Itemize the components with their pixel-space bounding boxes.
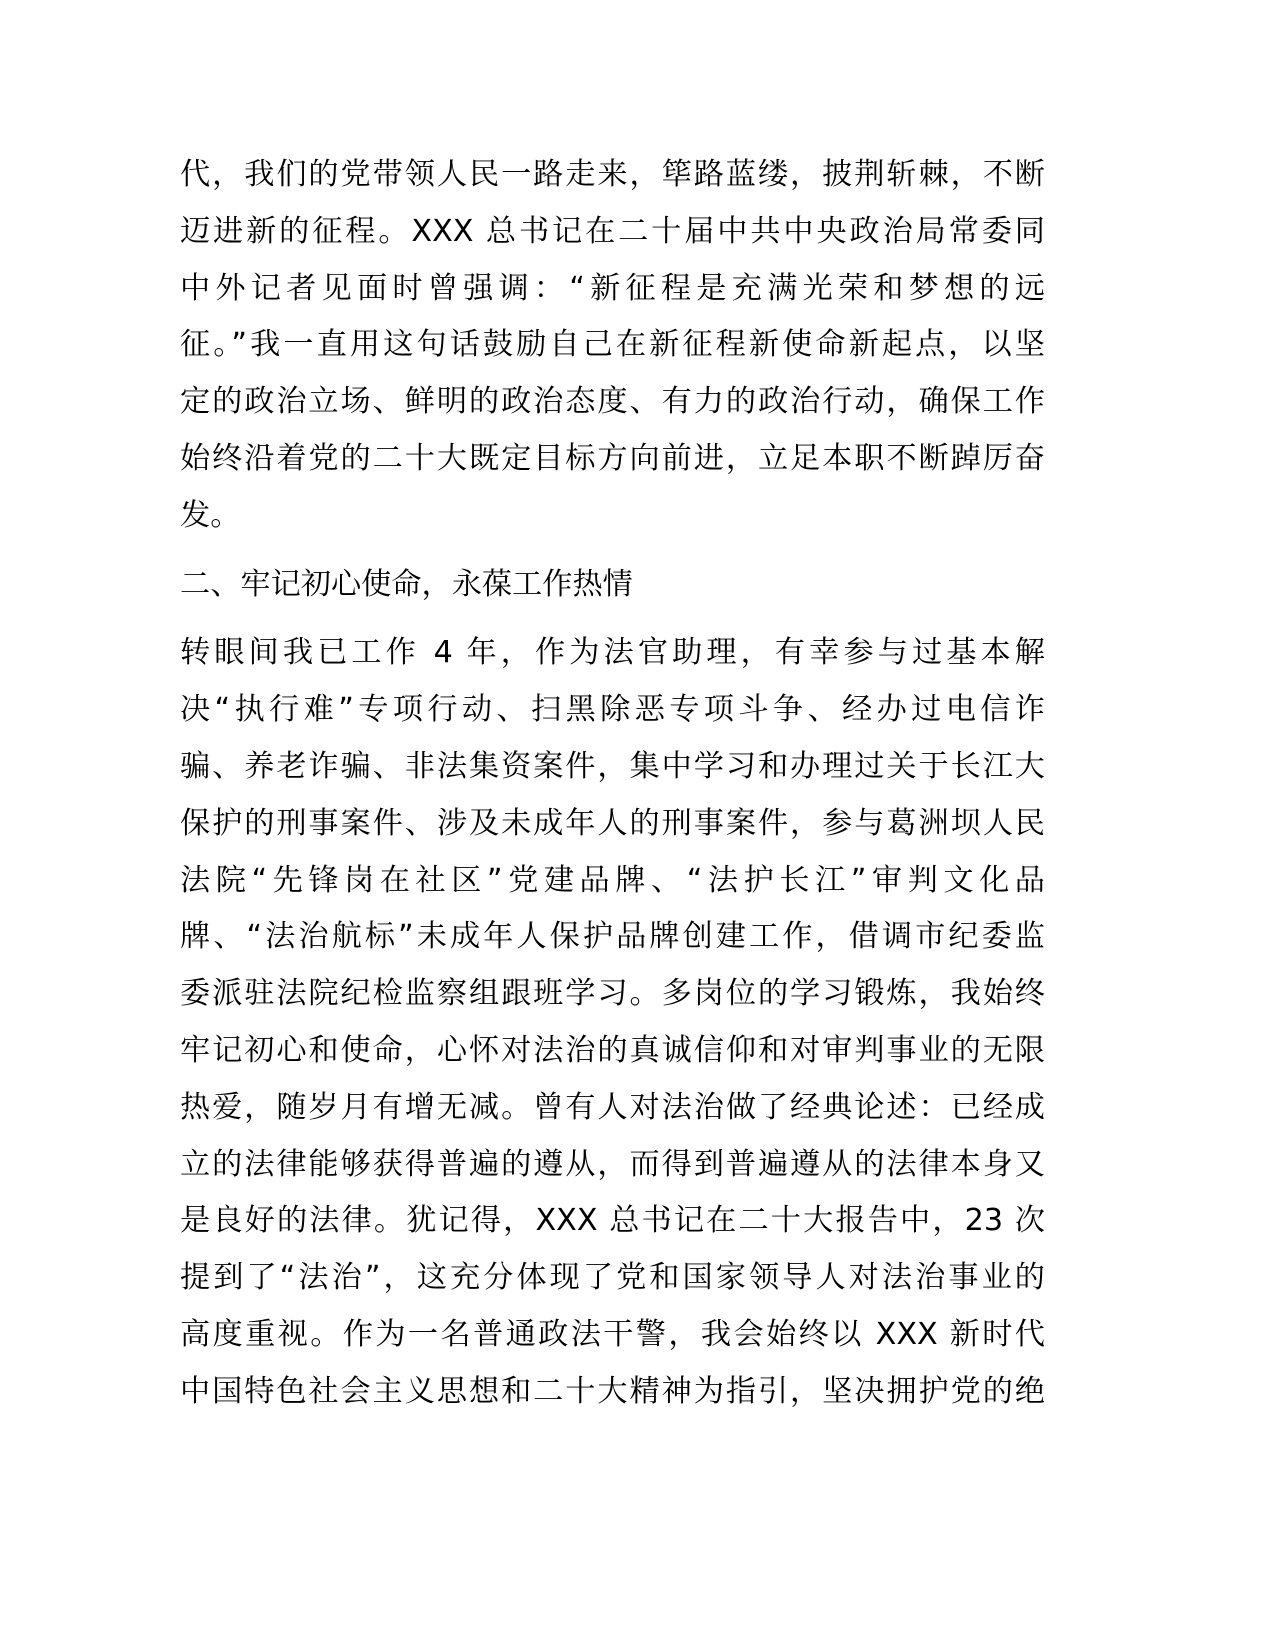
text-line: 转眼间我已工作 4 年，作为法官助理，有幸参与过基本解 [180, 635, 1045, 671]
text-line: 高度重视。作为一名普通政法干警，我会始终以 XXX 新时代 [180, 1316, 1045, 1352]
text-line: 中国特色社会主义思想和二十大精神为指引，坚决拥护党的绝 [180, 1373, 1045, 1409]
text-line: 立的法律能够获得普遍的遵从，而得到普遍遵从的法律本身又 [180, 1146, 1045, 1182]
text-line: 决“执行难”专项行动、扫黑除恶专项斗争、经办过电信诈 [180, 692, 1045, 728]
text-line: 法院“先锋岗在社区”党建品牌、“法护长江”审判文化品 [180, 862, 1045, 898]
text-line: 始终沿着党的二十大既定目标方向前进，立足本职不断踔厉奋 [180, 440, 1045, 476]
text-line: 骗、养老诈骗、非法集资案件，集中学习和办理过关于长江大 [180, 748, 1045, 784]
text-line: 提到了“法治”，这充分体现了党和国家领导人对法治事业的 [180, 1260, 1045, 1296]
text-line: 牌、“法治航标”未成年人保护品牌创建工作，借调市纪委监 [180, 919, 1045, 955]
text-line: 热爱，随岁月有增无减。曾有人对法治做了经典论述：已经成 [180, 1089, 1045, 1125]
heading-text: 二、牢记初心使命，永葆工作热情 [180, 566, 633, 602]
text-line: 征。”我一直用这句话鼓励自己在新征程新使命新起点，以坚 [180, 327, 1045, 363]
paragraph-body [180, 625, 1045, 1420]
text-line: 委派驻法院纪检监察组跟班学习。多岗位的学习锻炼，我始终 [180, 976, 1045, 1012]
text-line: 保护的刑事案件、涉及未成年人的刑事案件，参与葛洲坝人民 [180, 805, 1045, 841]
text-line: 代，我们的党带领人民一路走来，筚路蓝缕，披荆斩棘，不断 [180, 157, 1045, 192]
paragraph-spacer [180, 613, 1045, 625]
document-body [180, 147, 1045, 1421]
text-line: 定的政治立场、鲜明的政治态度、有力的政治行动，确保工作 [180, 384, 1045, 420]
text-line: 发。 [180, 497, 241, 533]
text-line: 牢记初心和使命，心怀对法治的真诚信仰和对审判事业的无限 [180, 1032, 1045, 1068]
paragraph-intro [180, 147, 1045, 545]
text-line: 中外记者见面时曾强调：“新征程是充满光荣和梦想的远 [180, 270, 1045, 306]
text-line: 是良好的法律。犹记得，XXX 总书记在二十大报告中，23 次 [180, 1203, 1045, 1239]
paragraph-spacer [180, 545, 1045, 557]
section-heading [180, 557, 1045, 614]
text-line: 迈进新的征程。XXX 总书记在二十届中共中央政治局常委同 [180, 213, 1045, 249]
